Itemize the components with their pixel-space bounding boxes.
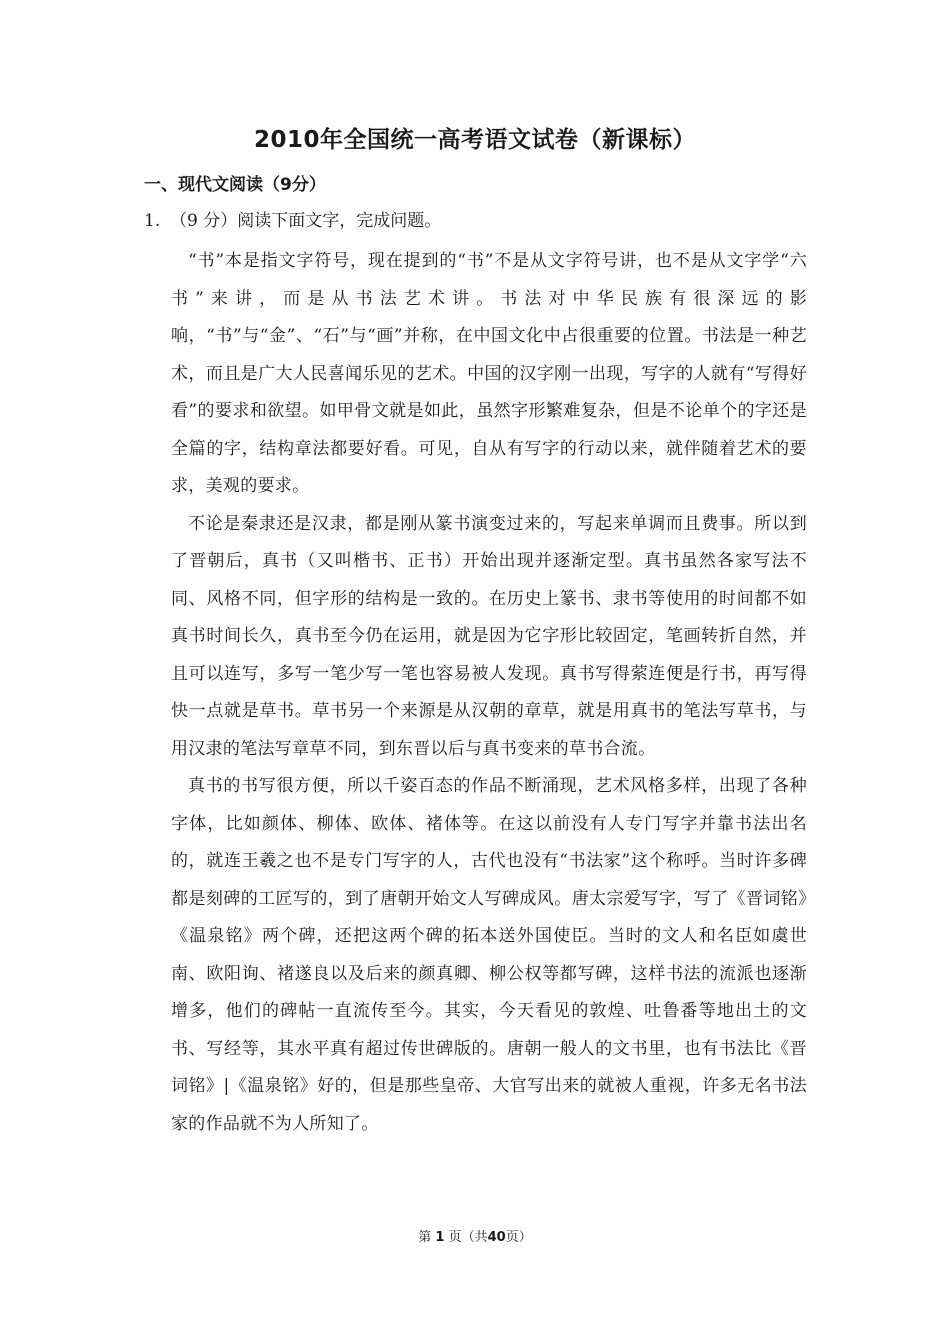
footer-prefix: 第: [418, 1230, 432, 1245]
question-prompt: [144, 208, 441, 234]
passage-paragraph-3: 真书的书写很方便，所以千姿百态的作品不断涌现，艺术风格多样，出现了各种字体，比如颜体、柳体、欧体、褚体等。在这以前没有人专门写字并靠书法出名的，就连王羲之也不是专门写字的人，古代也没有“书法家”这个称呼。当时许多碑都是刻碑的工匠写的，到了唐朝开始文人写碑成风。唐太宗爱写字，写了《晋词铭》《温泉铭》两个碑，还把这两个碑的拓本送外国使臣。当时的文人和名臣如虞世南、欧阳询、褚遂良以及后来的颜真卿、柳公权等都写碑，这样书法的流派也逐渐增多，他们的碑帖一直流传至今。其实，今天看见的敦煌、吐鲁番等地出土的文书、写经等，其水平真有超过传世碑版的。唐朝一般人的文书里，也有书法比《晋词铭》|《温泉铭》好的，但是那些皇帝、大官写出来的就被人重视，许多无名书法家的作品就不为人所知了。: [171, 776, 807, 1134]
footer-middle: 页（共: [448, 1230, 488, 1245]
question-text: （9 分）阅读下面文字，完成问题。: [170, 211, 442, 231]
reading-passage: [171, 243, 807, 1143]
footer-total-pages: 40: [487, 1230, 506, 1245]
page-title: 2010年全国统一高考语文试卷（新课标）: [253, 127, 696, 153]
section-heading: 一、现代文阅读（9分）: [144, 175, 326, 195]
footer-page-number: 1: [435, 1230, 445, 1245]
passage-paragraph-2: 不论是秦隶还是汉隶，都是刚从篆书演变过来的，写起来单调而且费事。所以到了晋朝后，真书（又叫楷书、正书）开始出现并逐渐定型。真书虽然各家写法不同、风格不同，但字形的结构是一致的。在历史上篆书、隶书等使用的时间都不如真书时间长久，真书至今仍在运用，就是因为它字形比较固定，笔画转折自然，并且可以连写，多写一笔少写一笔也容易被人发现。真书写得萦连便是行书，再写得快一点就是草书。草书另一个来源是从汉朝的章草，就是用真书的笔法写草书，与用汉隶的笔法写章草不同，到东晋以后与真书变来的草书合流。: [171, 513, 807, 759]
passage-paragraph-1: “书”本是指文字符号，现在提到的“书”不是从文字符号讲，也不是从文字学“六书”来讲，而是从书法艺术讲。书法对中华民族有很深远的影响，“书”与“金”、“石”与“画”并称，在中国文化中占很重要的位置。书法是一种艺术，而且是广大人民喜闻乐见的艺术。中国的汉字刚一出现，写字的人就有“写得好看”的要求和欲望。如甲骨文就是如此，虽然字形繁难复杂，但是不论单个的字还是全篇的字，结构章法都要好看。可见，自从有写字的行动以来，就伴随着艺术的要求，美观的要求。: [171, 251, 807, 496]
page-footer: [0, 1228, 950, 1248]
question-number: 1.: [144, 211, 161, 231]
footer-suffix: 页）: [505, 1230, 532, 1245]
